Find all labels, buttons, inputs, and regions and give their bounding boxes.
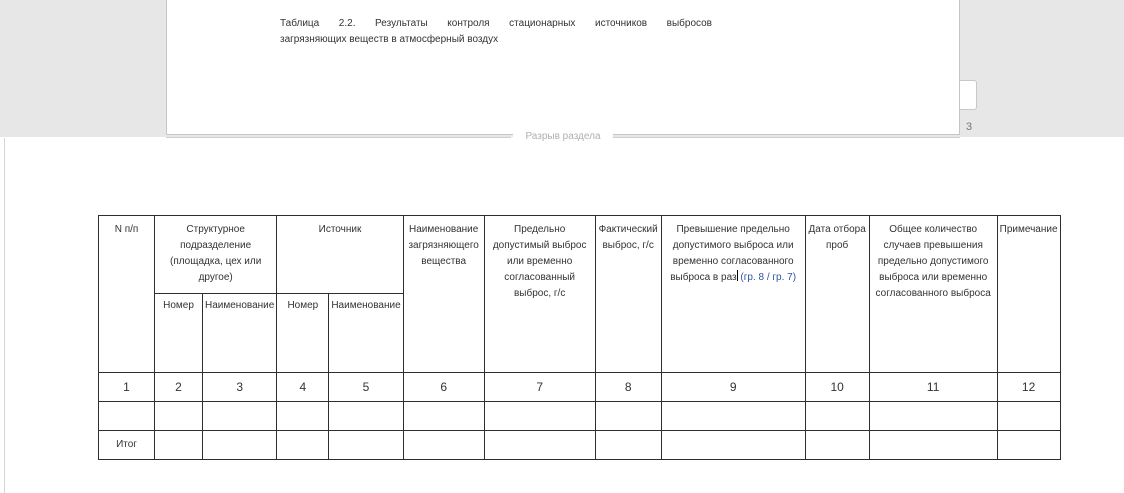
table-cell[interactable]: [329, 431, 403, 460]
table-cell[interactable]: [99, 402, 155, 431]
header-note[interactable]: Примечание: [997, 216, 1060, 373]
section-break-label: Разрыв раздела: [513, 130, 613, 144]
page-number: 3: [966, 121, 973, 133]
table-cell[interactable]: [155, 402, 203, 431]
column-number[interactable]: 10: [805, 373, 869, 402]
table-cell[interactable]: [155, 431, 203, 460]
header-excess-formula: (гр. 8 / гр. 7): [740, 272, 797, 283]
table-cell[interactable]: [329, 402, 403, 431]
table-cell[interactable]: [595, 431, 661, 460]
table-cell[interactable]: [403, 431, 484, 460]
page-side-tab: [960, 80, 977, 110]
table-cell[interactable]: [595, 402, 661, 431]
subheader-source-number[interactable]: Номер: [277, 294, 329, 373]
header-actual-emission[interactable]: Фактический выброс, г/с: [595, 216, 661, 373]
header-excess-text: Превышение предельно допустимого выброса или временно согласованного выброса в раз: [670, 224, 794, 283]
header-sampling-date[interactable]: Дата отбора проб: [805, 216, 869, 373]
column-number[interactable]: 11: [869, 373, 997, 402]
column-number[interactable]: 9: [661, 373, 805, 402]
header-row-number[interactable]: N п/п: [99, 216, 155, 373]
caption-line-2: загрязняющих веществ в атмосферный воздух: [280, 34, 499, 45]
table-cell[interactable]: [661, 431, 805, 460]
table-cell[interactable]: [277, 402, 329, 431]
header-permissible-emission[interactable]: Предельно допустимый выброс или временно согласованный выброс, г/с: [484, 216, 595, 373]
table-cell[interactable]: [805, 402, 869, 431]
table-cell[interactable]: [997, 431, 1060, 460]
column-number[interactable]: 8: [595, 373, 661, 402]
table-cell[interactable]: [403, 402, 484, 431]
table-cell[interactable]: [805, 431, 869, 460]
header-department[interactable]: Структурное подразделение (площадка, цех или другое): [155, 216, 277, 294]
table-cell[interactable]: [997, 402, 1060, 431]
total-label[interactable]: Итог: [99, 431, 155, 460]
column-number[interactable]: 5: [329, 373, 403, 402]
column-number[interactable]: 4: [277, 373, 329, 402]
column-number[interactable]: 12: [997, 373, 1060, 402]
column-number[interactable]: 2: [155, 373, 203, 402]
header-pollutant-name[interactable]: Наименование загрязняющего вещества: [403, 216, 484, 373]
column-number[interactable]: 7: [484, 373, 595, 402]
table-cell[interactable]: [203, 402, 277, 431]
subheader-department-number[interactable]: Номер: [155, 294, 203, 373]
header-row: [99, 216, 1061, 294]
header-excess[interactable]: [661, 216, 805, 373]
column-number[interactable]: 1: [99, 373, 155, 402]
emissions-table[interactable]: [98, 215, 1061, 460]
section-break-line-right: [612, 137, 960, 138]
header-source[interactable]: Источник: [277, 216, 403, 294]
subheader-source-name[interactable]: Наименование: [329, 294, 403, 373]
section-break-line-left: [166, 137, 511, 138]
column-number[interactable]: 6: [403, 373, 484, 402]
table-cell[interactable]: [277, 431, 329, 460]
table-cell[interactable]: [484, 431, 595, 460]
subheader-department-name[interactable]: Наименование: [203, 294, 277, 373]
column-number[interactable]: 3: [203, 373, 277, 402]
header-excess-count[interactable]: Общее количество случаев превышения предельно допустимого выброса или временно согласованного выброса: [869, 216, 997, 373]
table-cell[interactable]: [869, 431, 997, 460]
text-cursor: [737, 270, 738, 281]
empty-data-row: [99, 402, 1061, 431]
table-cell[interactable]: [661, 402, 805, 431]
table-cell[interactable]: [203, 431, 277, 460]
total-row: [99, 431, 1061, 460]
caption-line-1: Таблица 2.2. Результаты контроля стационарных источников выбросов: [280, 18, 712, 29]
column-number-row: [99, 373, 1061, 402]
table-cell[interactable]: [484, 402, 595, 431]
table-cell[interactable]: [869, 402, 997, 431]
table-caption[interactable]: [280, 16, 712, 48]
